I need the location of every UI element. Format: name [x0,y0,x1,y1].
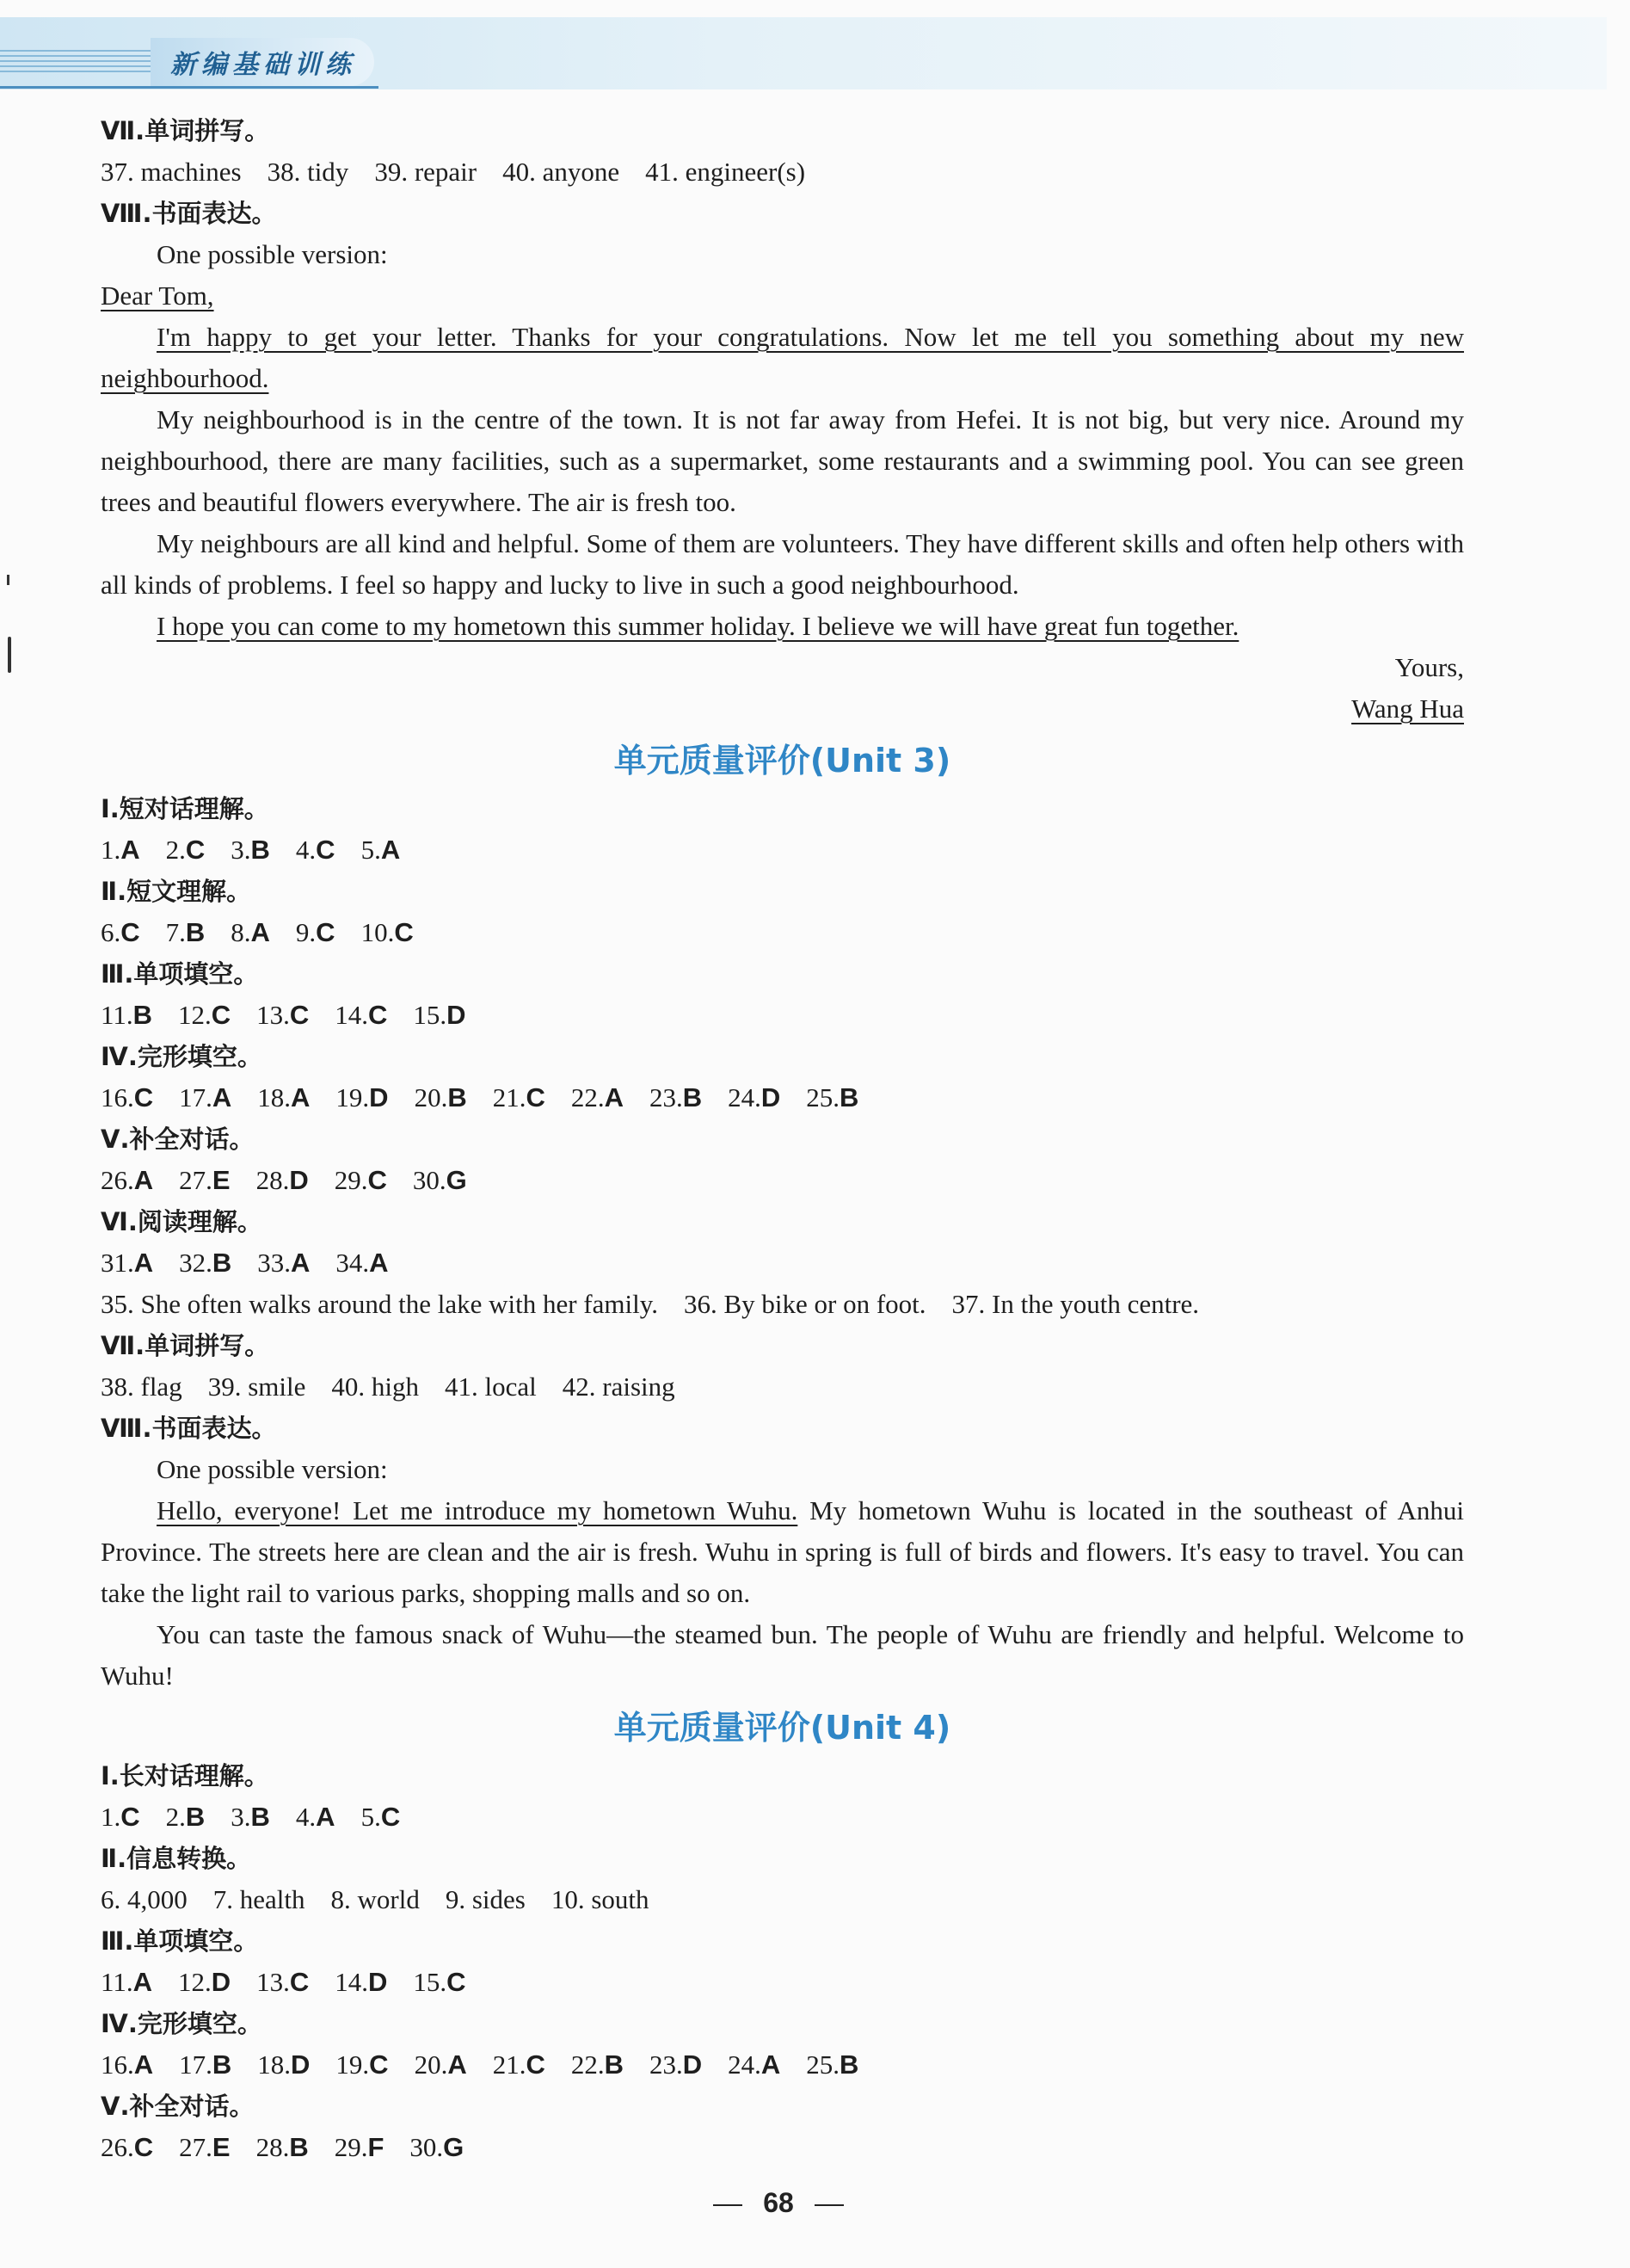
answer-item: 24.D [728,1082,781,1112]
answer-item: 7.B [165,917,206,947]
answer-item: 2.C [165,835,206,865]
page-number: 68 [763,2187,794,2218]
answer-item: 27.E [179,2132,231,2162]
answer-item: 34.A [335,1248,389,1278]
answer-item: 21.C [492,1082,545,1112]
answer-item: 19.C [335,2049,389,2080]
answer-item: 38. tidy [267,157,349,187]
answer-item: 24.A [728,2049,781,2080]
section-heading: Ⅷ.书面表达。 [101,199,277,228]
page-footer [0,2187,1557,2219]
answer-item: 32.B [179,1248,232,1278]
answer-item: 26.C [101,2132,154,2162]
footer-dash [815,2204,844,2206]
answer-row [101,1879,1464,1920]
answer-item: 20.B [414,1082,467,1112]
answer-item: 10.C [360,917,414,947]
section-heading: Ⅷ.书面表达。 [101,1414,277,1443]
answer-item: 33.A [257,1248,311,1278]
unit-title: 单元质量评价(Unit 3) [613,742,951,780]
answer-item: 36. By bike or on foot. [683,1289,926,1319]
section-heading: Ⅶ.单词拼写。 [101,1331,270,1360]
answer-item: 31.A [101,1248,154,1278]
margin-mark [7,575,9,585]
answer-row [101,1242,1464,1284]
answer-item: 8.A [231,917,270,947]
header-stripes [0,50,151,76]
answer-item: 13.C [256,1000,310,1030]
answer-item: 25.B [806,2049,859,2080]
section-heading: Ⅶ.单词拼写。 [101,116,270,145]
answer-item: 37. In the youth centre. [951,1289,1200,1319]
answer-row [101,1160,1464,1201]
section-heading: Ⅲ.单项填空。 [101,1926,259,1956]
answer-item: 12.C [178,1000,231,1030]
answer-row [101,995,1464,1036]
answer-item: 30.G [412,1165,467,1195]
answer-item: 6.C [101,917,140,947]
answer-row [101,1962,1464,2003]
answer-item: 29.F [334,2132,384,2162]
answer-item: 21.C [492,2049,545,2080]
answer-item: 11.A [101,1967,152,1997]
answer-item: 8. world [330,1884,420,1914]
answer-item: 7. health [212,1884,305,1914]
answer-item: 12.D [178,1967,231,1997]
answer-item: 15.D [413,1000,466,1030]
section-heading: Ⅰ.短对话理解。 [101,794,269,823]
section-heading: Ⅱ.信息转换。 [101,1844,252,1873]
answer-row [101,912,1464,953]
essay-paragraph: My neighbours are all kind and helpful. Some of them are volunteers. They have different skills and often help others with all kinds of problems. I feel so happy and lucky to live in such a good neighbourhood. [101,528,1464,600]
letter-closing: Yours, [1394,652,1464,682]
version-label: One possible version: [157,239,388,269]
answer-row [101,1284,1464,1325]
section-heading: Ⅱ.短文理解。 [101,877,252,906]
answer-row [101,2127,1464,2168]
answer-item: 1.C [101,1802,140,1832]
answer-item: 23.D [649,2049,703,2080]
answer-row [101,1797,1464,1838]
answer-item: 17.A [179,1082,232,1112]
answer-item: 3.B [231,1802,270,1832]
answer-item: 40. anyone [502,157,620,187]
answer-item: 18.D [257,2049,311,2080]
answer-item: 42. raising [562,1371,675,1402]
answer-item: 5.C [360,1802,401,1832]
answer-row [101,1366,1464,1408]
answer-item: 39. smile [207,1371,306,1402]
section-heading: Ⅵ.阅读理解。 [101,1207,262,1236]
essay-paragraph: You can taste the famous snack of Wuhu—the steamed bun. The people of Wuhu are friendly and helpful. Welcome to Wuhu! [101,1619,1464,1691]
answer-item: 18.A [257,1082,311,1112]
answer-item: 14.D [335,1967,388,1997]
answer-item: 19.D [335,1082,389,1112]
answer-item: 41. local [445,1371,537,1402]
section-heading: Ⅳ.完形填空。 [101,1042,262,1071]
essay-paragraph: Hello, everyone! Let me introduce my hometown Wuhu. My hometown Wuhu is located in the southeast of Anhui Province. The streets here are clean and the air is fresh. Wuhu in spring is full of birds and flowers. It's easy to travel. You can take the light rail to various parks, shopping malls and so on. [101,1495,1464,1608]
version-label: One possible version: [157,1454,388,1484]
header-underline [0,86,378,89]
answer-item: 37. machines [101,157,242,187]
answer-item: 13.C [256,1967,310,1997]
answer-item: 4.C [295,835,335,865]
answer-item: 9.C [295,917,335,947]
answer-key-content [101,110,1464,2168]
answer-row [101,829,1464,871]
answer-item: 38. flag [101,1371,182,1402]
answer-item: 11.B [101,1000,152,1030]
answer-row [101,1077,1464,1119]
answer-item: 28.B [255,2132,309,2162]
answer-item: 27.E [179,1165,231,1195]
answer-item: 1.A [101,835,140,865]
answer-item: 20.A [414,2049,467,2080]
answer-item: 30.G [409,2132,464,2162]
answer-item: 23.B [649,1082,703,1112]
answer-item: 39. repair [374,157,477,187]
section-heading: Ⅲ.单项填空。 [101,959,259,989]
section-heading: Ⅳ.完形填空。 [101,2009,262,2038]
answer-item: 4.A [295,1802,335,1832]
answer-row [101,2044,1464,2086]
answer-item: 10. south [551,1884,649,1914]
section-heading: Ⅰ.长对话理解。 [101,1761,269,1790]
answer-item: 22.B [570,2049,624,2080]
answer-item: 9. sides [445,1884,526,1914]
book-series-title: 新编基础训练 [170,50,356,80]
letter-signature: Wang Hua [1351,693,1464,724]
footer-dash [713,2204,742,2206]
answer-item: 6. 4,000 [101,1884,188,1914]
answer-item: 25.B [806,1082,859,1112]
answer-item: 40. high [331,1371,419,1402]
margin-mark [8,637,11,673]
answer-item: 14.C [335,1000,388,1030]
answer-item: 22.A [570,1082,624,1112]
answer-item: 5.A [360,835,401,865]
letter-salutation: Dear Tom, [101,280,214,311]
essay-paragraph: I hope you can come to my hometown this summer holiday. I believe we will have great fun together. [157,611,1239,641]
answer-item: 15.C [413,1967,466,1997]
unit-title: 单元质量评价(Unit 4) [613,1709,951,1747]
answer-item: 16.C [101,1082,154,1112]
answer-item: 17.B [179,2049,232,2080]
answer-item: 26.A [101,1165,154,1195]
section-heading: Ⅴ.补全对话。 [101,1125,255,1154]
answer-item: 16.A [101,2049,154,2080]
answer-row [101,151,1464,193]
answer-item: 28.D [255,1165,309,1195]
answer-item: 2.B [165,1802,206,1832]
essay-paragraph: I'm happy to get your letter. Thanks for your congratulations. Now let me tell you something about my new neighbourhood. [101,322,1464,393]
answer-item: 3.B [231,835,270,865]
answer-item: 29.C [334,1165,387,1195]
answer-item: 35. She often walks around the lake with her family. [101,1289,658,1319]
answer-item: 41. engineer(s) [645,157,806,187]
section-heading: Ⅴ.补全对话。 [101,2092,255,2121]
essay-paragraph: My neighbourhood is in the centre of the town. It is not far away from Hefei. It is not big, but very nice. Around my neighbourhood, there are many facilities, such as a supermarket, some restaurants and a swimming pool. You can see green trees and beautiful flowers everywhere. The air is fresh too. [101,404,1464,517]
